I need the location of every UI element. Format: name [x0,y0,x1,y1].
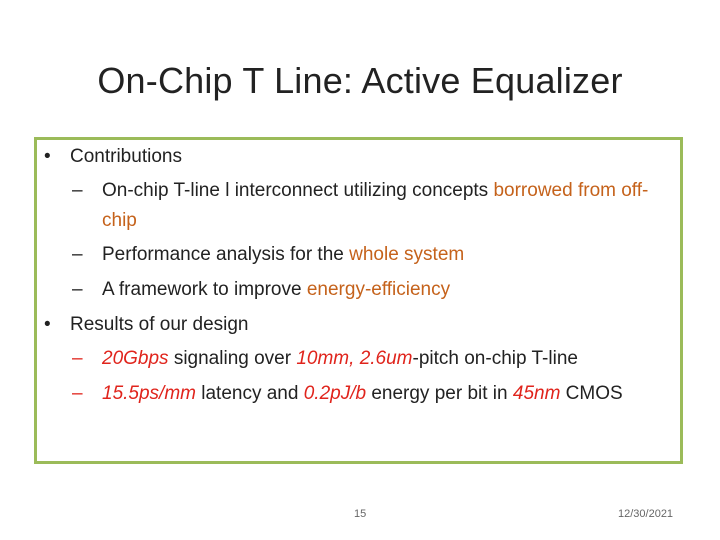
result-text: CMOS [560,383,623,404]
result-value: 20Gbps [102,348,169,369]
result-value: 0.2pJ/b [303,383,367,404]
contribution-highlight: borrowed from off-chip [102,180,649,231]
result-value: 10mm, 2.6um [296,348,413,369]
result-text: -pitch on-chip T-line [412,348,578,369]
contribution-highlight: energy-efficiency [306,279,451,300]
page-number: 15 [354,508,367,520]
result-text: latency and [195,383,304,404]
result-value: 45nm [512,383,561,404]
dash-icon: – [72,383,83,404]
dash-icon: – [72,348,83,369]
contribution-highlight: whole system [349,244,465,265]
result-value: 15.5ps/mm [102,383,196,404]
result-text: energy per bit in [366,383,513,404]
bullet-dot-icon: • [44,146,51,167]
slide-date: 12/30/2021 [618,508,674,520]
dash-icon: – [72,180,83,201]
contributions-label: Contributions [70,146,182,167]
dash-icon: – [72,279,83,300]
contribution-text: Performance analysis for the [102,244,350,265]
dash-icon: – [72,244,83,265]
bullet-dot-icon: • [44,314,51,335]
slide-title: On-Chip T Line: Active Equalizer [97,60,623,101]
contribution-text: On-chip T-line l interconnect utilizing concepts [102,180,494,201]
results-label: Results of our design [70,314,249,335]
result-text: signaling over [168,348,297,369]
contribution-text: A framework to improve [102,279,307,300]
